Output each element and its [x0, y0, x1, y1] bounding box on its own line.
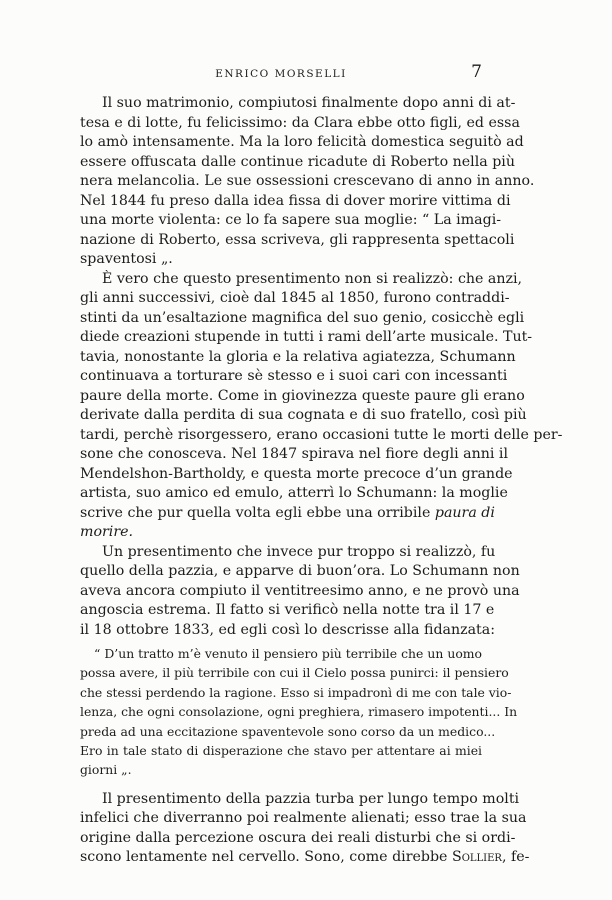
quote-line: giorni „. — [80, 762, 132, 778]
text-line: tesa e di lotte, fu felicissimo: da Clara ebbe otto figli, ed essa — [80, 114, 520, 131]
quote-line: Ero in tale stato di disperazione che stavo per attentare ai miei — [80, 742, 482, 758]
text-line: continuava a torturare sè stesso e i suoi cari con incessanti — [80, 368, 508, 384]
text-line: spaventosi „. — [80, 251, 173, 267]
text-line: Il presentimento della pazzia turba per lungo tempo molti — [102, 790, 520, 807]
text-line: il 18 ottobre 1833, ed egli così lo descrisse alla fidanzata: — [80, 621, 495, 638]
italic-phrase: morire. — [80, 524, 134, 540]
text-line: paure della morte. Come in giovinezza queste paure gli erano — [80, 387, 525, 404]
text-line: È vero che questo presentimento non si realizzò: che anzi, — [102, 270, 523, 287]
text-run: scrive che pur quella volta egli ebbe una orribile — [80, 504, 435, 521]
text-line: aveva ancora compiuto il ventitreesimo anno, e ne provò una — [80, 582, 520, 599]
text-line: Nel 1844 fu preso dalla idea fissa di dover morire vittima di — [80, 192, 511, 209]
quote-line: preda ad una eccitazione spaventevole sono corso da un medico... — [80, 723, 496, 739]
text-line: infelici che diverranno poi realmente alienati; esso trae la sua — [80, 810, 527, 827]
text-line — [80, 848, 530, 868]
text-line: diede creazioni stupende in tutti i rami dell’arte musicale. Tut- — [80, 329, 533, 345]
paragraph-1 — [80, 94, 535, 270]
quote-line: che stessi perdendo la ragione. Esso si impadronì di me con tale vio- — [80, 684, 512, 700]
text-line — [80, 523, 482, 543]
text-run: scono lentamente nel cervello. Sono, come direbbe — [80, 849, 452, 866]
page-number: 7 — [471, 62, 482, 82]
text-line: sone che conosceva. Nel 1847 spirava nel fiore degli anni il — [80, 446, 509, 462]
text-line: origine dalla percezione oscura dei reali disturbi che si ordi- — [80, 829, 516, 846]
author-name-smallcaps: Sollier — [451, 849, 502, 866]
text-line: essere offuscata dalle continue ricadute di Roberto nella più — [80, 153, 515, 170]
paragraph-2 — [80, 270, 563, 543]
text-line: stinti da un’esaltazione magnifica del suo genio, cosicchè egli — [80, 309, 525, 326]
quote-line: lenza, che ogni consolazione, ogni preghiera, rimasero impotenti... In — [80, 704, 518, 720]
paragraph-4 — [80, 790, 530, 868]
block-quote — [80, 644, 518, 780]
text-line — [80, 504, 495, 524]
text-line: gli anni successivi, cioè dal 1845 al 1850, furono contraddi- — [80, 290, 510, 306]
text-line: tavia, nonostante la gloria e la relativa agiatezza, Schumann — [80, 348, 516, 365]
text-line: derivate dalla perdita di sua cognata e di suo fratello, così più — [80, 407, 527, 423]
text-line: angoscia estrema. Il fatto si verificò nella notte tra il 17 e — [80, 602, 495, 618]
italic-phrase: paura di — [434, 504, 495, 521]
text-line: artista, suo amico ed emulo, atterrì lo Schumann: la moglie — [80, 485, 508, 501]
text-run: , fe- — [501, 849, 530, 866]
text-line: quello della pazzia, e apparve di buon’ora. Lo Schumann non — [80, 563, 520, 579]
text-line: Un presentimento che invece pur troppo si realizzò, fu — [102, 543, 496, 560]
text-line: una morte violenta: ce lo fa sapere sua moglie: “ La imagi- — [80, 212, 502, 228]
running-head: ENRICO MORSELLI — [215, 68, 347, 80]
page-header — [80, 62, 482, 86]
text-line: nazione di Roberto, essa scriveva, gli rappresenta spettacoli — [80, 231, 515, 248]
text-line: tardi, perchè risorgessero, erano occasioni tutte le morti delle per- — [80, 426, 563, 443]
quote-line: “ D’un tratto m’è venuto il pensiero più terribile che un uomo — [94, 646, 482, 661]
paragraph-3 — [80, 543, 520, 641]
text-line: lo amò intensamente. Ma la loro felicità domestica seguitò ad — [80, 134, 524, 150]
text-line: nera melancolia. Le sue ossessioni crescevano di anno in anno. — [80, 173, 535, 189]
quote-line: possa avere, il più terribile con cui il Cielo possa punirci: il pensiero — [80, 665, 509, 681]
text-line: Mendelshon-Bartholdy, e questa morte precoce d’un grande — [80, 465, 513, 482]
text-line: Il suo matrimonio, compiutosi finalmente dopo anni di at- — [102, 95, 516, 111]
body-text — [80, 94, 563, 868]
